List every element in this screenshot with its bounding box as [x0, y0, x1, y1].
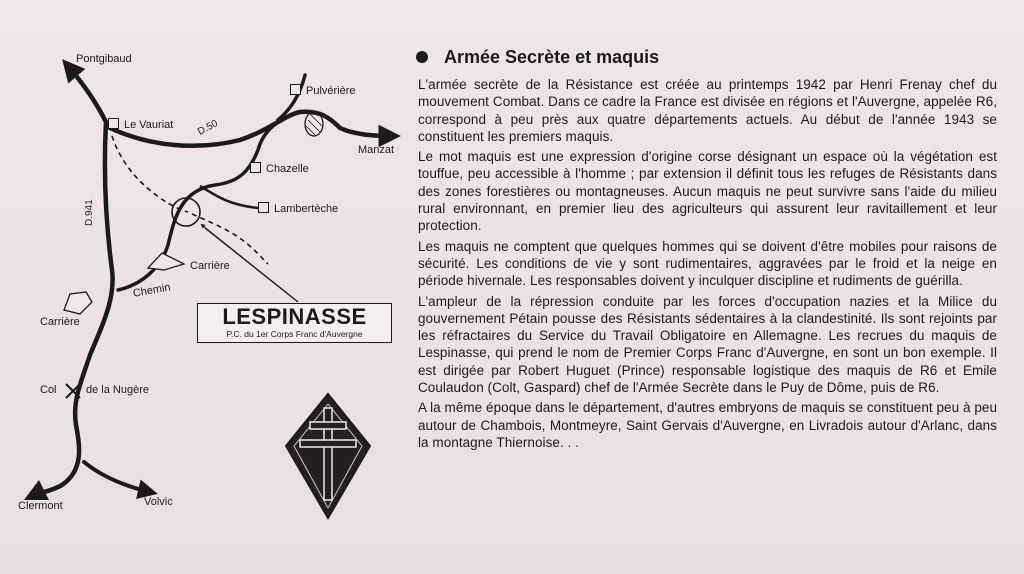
label-de-la-nugere: de la Nugère — [86, 384, 149, 396]
label-chemin: Chemin — [132, 281, 172, 300]
paragraph-2: Le mot maquis est une expression d'origine corse désignant un espace où la végétation est touffue, peu accessible à l'homme ; par extension il définit tous les refuges de Résistants dans des zones forestières ou montagneuses. Aucun maquis ne peut survivre sans l'aide du milieu rural environnant, en premier lieu des agriculteurs qui assurent leur ravitaillement et leur protection. — [418, 149, 997, 234]
label-le-vauriat: Le Vauriat — [108, 118, 173, 131]
road-volvic — [84, 462, 150, 492]
paragraph-3: Les maquis ne comptent que quelques hommes qui se doivent d'être mobiles pour raisons de sécurité. Les conditions de vie y sont rudimentaires, aggravées par le froid et la neige en période hivernale. Les responsables doivent y inculquer discipline et rudiments de guérilla. — [418, 238, 997, 289]
article-title: Armée Secrète et maquis — [444, 46, 660, 67]
quarry-icon-east — [148, 253, 184, 270]
label-pulveriere: Pulvérière — [290, 84, 356, 97]
sign-title: LESPINASSE — [222, 304, 367, 329]
label-manzat: Manzat — [358, 144, 395, 156]
paragraph-5: A la même époque dans le département, d'autres embryons de maquis se constituent peu à peu autour de Chambois, Montmeyre, Saint Gervais d'Auvergne, en Livradois autour d'Arlanc, dans la montagne Thiernoise. . . — [418, 400, 997, 450]
label-pontgibaud: Pontgibaud — [76, 53, 132, 65]
map — [0, 0, 410, 574]
label-d941: D.941 — [84, 199, 95, 226]
label-col: Col — [40, 384, 57, 396]
village-square-icon — [108, 118, 119, 129]
road-lamberteche — [200, 186, 258, 208]
label-carriere-east: Carrière — [190, 260, 230, 272]
lespinasse-sign — [197, 303, 392, 343]
cross-of-lorraine-icon — [282, 392, 374, 520]
path-dashed-east — [192, 214, 268, 264]
article — [412, 44, 997, 454]
label-chazelle: Chazelle — [250, 162, 309, 175]
village-square-icon — [290, 84, 301, 95]
bullet-icon — [416, 51, 428, 63]
village-square-icon — [250, 162, 261, 173]
paragraph-1: L'armée secrète de la Résistance est créée au printemps 1942 par Henri Frenay chef du mouvement Combat. Dans ce cadre la France est divisée en régions et l'Auvergne, appelée R6, correspond à peu près aux quatre départements actuels. Au début de l'année 1943 se constituent les premiers maquis. — [418, 77, 997, 144]
road-d941 — [32, 66, 113, 496]
label-carriere-west: Carrière — [40, 316, 80, 328]
quarry-icon-west — [64, 292, 92, 314]
label-volvic: Volvic — [144, 496, 173, 508]
paragraph-4: L'ampleur de la répression conduite par les forces d'occupation nazies et la Milice du gouvernement Pétain pousse des Résistants sédentaires à la clandestinité. Ils sont rejoints par les réfractaires du Service du Travail Obligatoire en Allemagne. Les recrues du maquis de Lespinasse, qui prend le nom de Premier Corps Franc d'Auvergne, en sont un bon exemple. Il est dirigée par Robert Huguet (Prince) responsable logistique des maquis de R6 et Emile Coulaudon (Colt, Gaspard) chef de l'Armée Secrète dans le Puy de Dôme, puis de R6. — [418, 293, 997, 396]
label-clermont: Clermont — [18, 500, 63, 512]
article-title-row — [412, 44, 997, 70]
sign-subtitle: P.C. du 1er Corps Franc d'Auvergne — [226, 329, 363, 339]
label-d50: D.50 — [196, 118, 220, 138]
village-square-icon — [258, 202, 269, 213]
label-lamberteche: Lambertèche — [258, 202, 338, 215]
